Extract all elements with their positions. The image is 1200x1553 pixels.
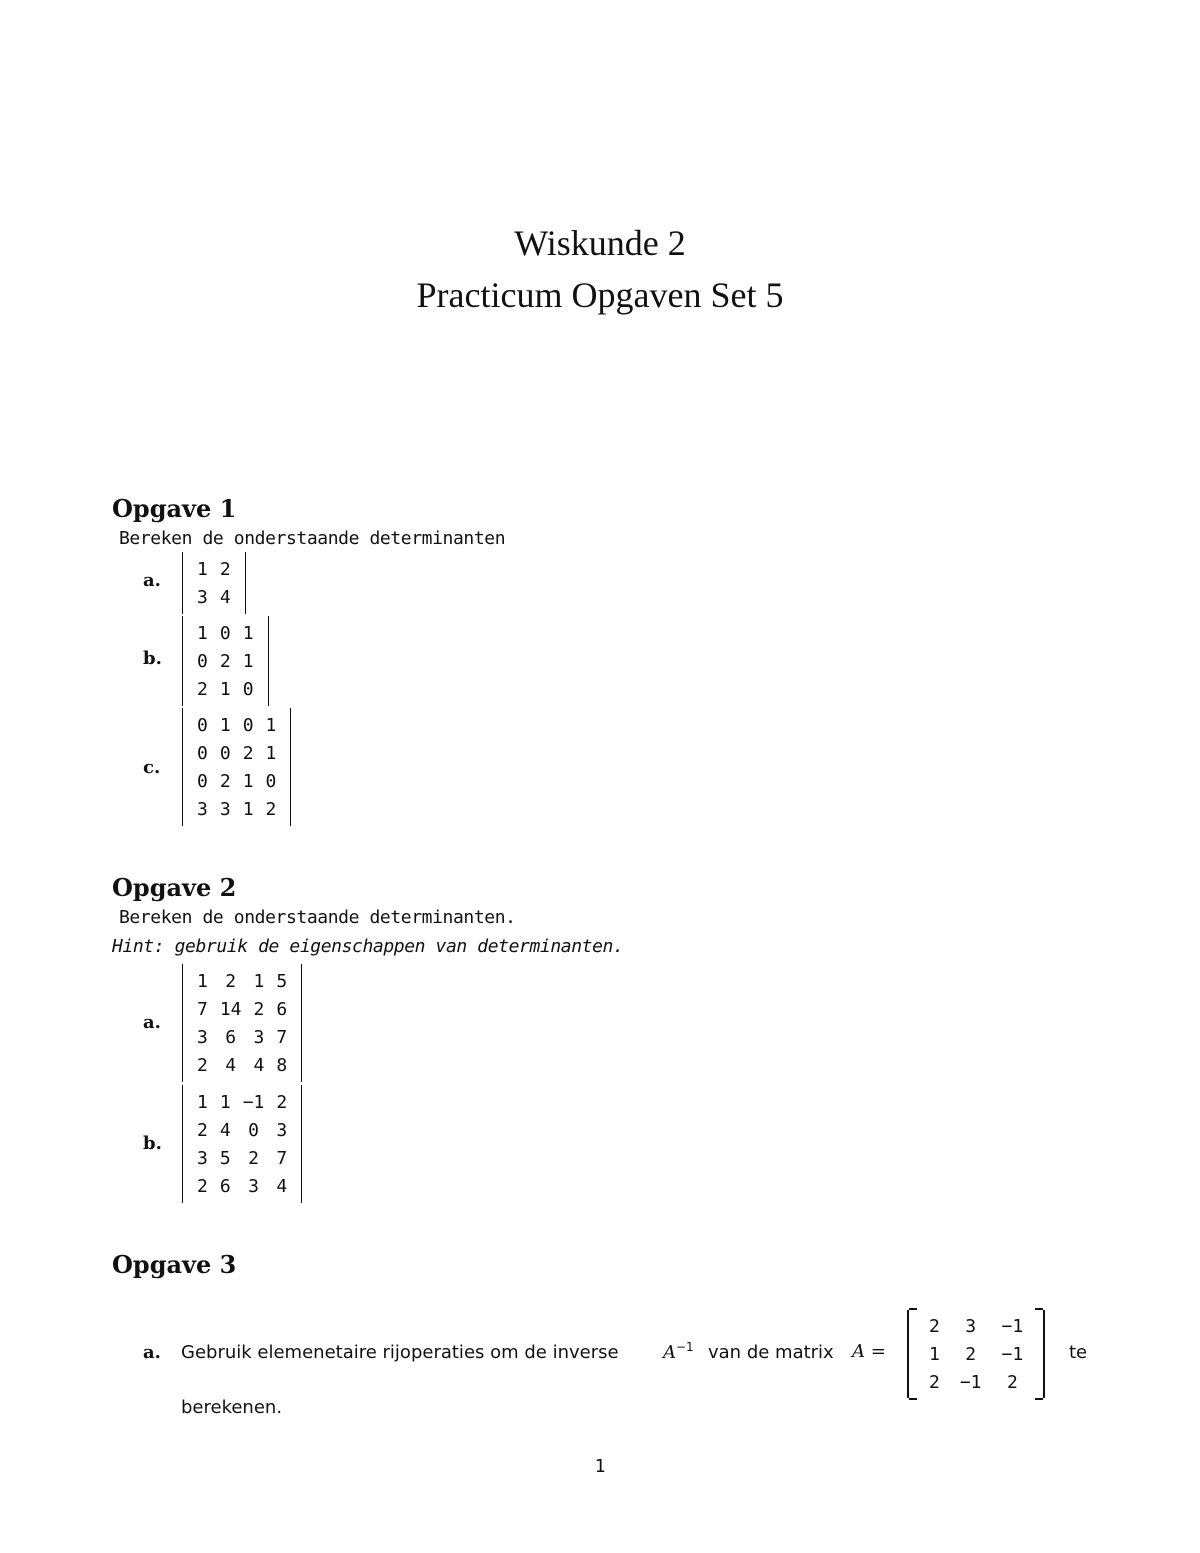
matrix-entry: 1 (242, 650, 254, 672)
matrix-entry: 0 (248, 1119, 259, 1141)
document-subtitle: Practicum Opgaven Set 5 (416, 275, 784, 315)
opgave-1-heading: Opgave 1 (112, 494, 237, 523)
matrix-entry: 1 (197, 1091, 208, 1113)
matrix-entry: 0 (197, 650, 208, 672)
matrix-entry: 1 (242, 798, 254, 820)
matrix-entry: 3 (197, 586, 208, 608)
matrix-entry: 2 (248, 1147, 259, 1169)
matrix-entry: 1 (197, 970, 208, 992)
matrix-entry: 6 (225, 1026, 237, 1048)
matrix-entry: 3 (276, 1119, 288, 1141)
matrix-entry: 0 (197, 742, 208, 764)
opgave-1-intro: Bereken de onderstaande determinanten (119, 528, 506, 549)
opgave-3a-label: a. (143, 1342, 161, 1363)
matrix-entry: 1 (197, 622, 208, 644)
matrix-symbol: A = (852, 1341, 886, 1362)
page-number: 1 (594, 1456, 606, 1477)
matrix-entry: 2 (197, 1054, 208, 1076)
inverse-symbol: A (663, 1342, 676, 1363)
matrix-entry: 1 (197, 558, 208, 580)
document-title: Wiskunde 2 (514, 223, 686, 263)
opgave-1b-determinant (182, 616, 269, 706)
matrix-entry: −1 (1001, 1343, 1024, 1365)
opgave-3a-matrix (907, 1310, 1045, 1398)
matrix-entry: 1 (219, 678, 231, 700)
matrix-entry: 2 (219, 558, 231, 580)
opgave-1c-determinant (182, 708, 291, 826)
matrix-entry: 7 (197, 998, 208, 1020)
matrix-entry: 7 (276, 1026, 288, 1048)
matrix-entry: 2 (1006, 1371, 1018, 1393)
matrix-entry: 4 (276, 1175, 288, 1197)
matrix-entry: 1 (265, 714, 277, 736)
matrix-entry: 5 (276, 970, 288, 992)
matrix-entry: 14 (219, 998, 242, 1020)
matrix-entry: 6 (276, 998, 288, 1020)
matrix-entry: 4 (219, 586, 231, 608)
matrix-entry: −1 (959, 1371, 982, 1393)
matrix-entry: 1 (929, 1343, 940, 1365)
matrix-entry: 4 (219, 1119, 231, 1141)
matrix-entry: −1 (242, 1091, 265, 1113)
matrix-entry: 5 (219, 1147, 231, 1169)
matrix-entry: 2 (197, 678, 208, 700)
matrix-entry: 2 (197, 1175, 208, 1197)
matrix-entry: 0 (242, 714, 254, 736)
matrix-entry: 1 (242, 770, 254, 792)
matrix-entry: 3 (253, 1026, 265, 1048)
opgave-3a-continuation: berekenen. (181, 1397, 283, 1418)
matrix-entry: 2 (929, 1315, 940, 1337)
matrix-entry: 6 (219, 1175, 231, 1197)
matrix-entry: 2 (929, 1371, 940, 1393)
opgave-2b-determinant (182, 1085, 302, 1203)
matrix-entry: 2 (219, 650, 231, 672)
opgave-1a-determinant (182, 552, 246, 614)
opgave-1c-label: c. (143, 757, 161, 778)
matrix-entry: 0 (242, 678, 254, 700)
matrix-entry: 2 (225, 970, 237, 992)
matrix-entry: 2 (219, 770, 231, 792)
opgave-3a-text-middle: van de matrix (708, 1342, 834, 1363)
opgave-3a-text-before: Gebruik elemenetaire rijoperaties om de inverse (181, 1342, 619, 1363)
matrix-entry: 3 (197, 798, 208, 820)
opgave-2-intro: Bereken de onderstaande determinanten. (119, 907, 516, 928)
matrix-entry: 2 (276, 1091, 288, 1113)
inverse-exponent: −1 (676, 1340, 694, 1354)
matrix-entry: 2 (197, 1119, 208, 1141)
matrix-entry: 0 (265, 770, 277, 792)
matrix-entry: 2 (265, 798, 277, 820)
matrix-entry: 1 (219, 1091, 231, 1113)
opgave-2-heading: Opgave 2 (112, 873, 237, 902)
matrix-entry: 4 (253, 1054, 265, 1076)
opgave-3a-text-after: te (1069, 1342, 1088, 1363)
opgave-2a-label: a. (143, 1012, 161, 1033)
opgave-1a-label: a. (143, 570, 161, 591)
matrix-entry: 1 (242, 622, 254, 644)
matrix-entry: 4 (225, 1054, 237, 1076)
matrix-entry: 3 (219, 798, 231, 820)
matrix-entry: −1 (1001, 1315, 1024, 1337)
opgave-3a-inverse (663, 1340, 694, 1363)
matrix-entry: 1 (253, 970, 265, 992)
matrix-entry: 3 (197, 1147, 208, 1169)
matrix-entry: 1 (265, 742, 277, 764)
opgave-3-heading: Opgave 3 (112, 1250, 237, 1279)
opgave-2a-determinant (182, 964, 302, 1082)
matrix-entry: 7 (276, 1147, 288, 1169)
opgave-1b-label: b. (143, 648, 162, 669)
matrix-entry: 3 (197, 1026, 208, 1048)
matrix-entry: 2 (253, 998, 265, 1020)
matrix-entry: 2 (242, 742, 254, 764)
opgave-2b-label: b. (143, 1133, 162, 1154)
matrix-entry: 2 (965, 1343, 977, 1365)
matrix-entry: 0 (197, 770, 208, 792)
matrix-entry: 3 (248, 1175, 259, 1197)
matrix-entry: 3 (965, 1315, 977, 1337)
matrix-entry: 1 (219, 714, 231, 736)
matrix-entry: 0 (197, 714, 208, 736)
opgave-2-hint: Hint: gebruik de eigenschappen van determinanten. (112, 936, 624, 957)
matrix-entry: 8 (276, 1054, 288, 1076)
matrix-entry: 0 (219, 622, 231, 644)
matrix-entry: 0 (219, 742, 231, 764)
